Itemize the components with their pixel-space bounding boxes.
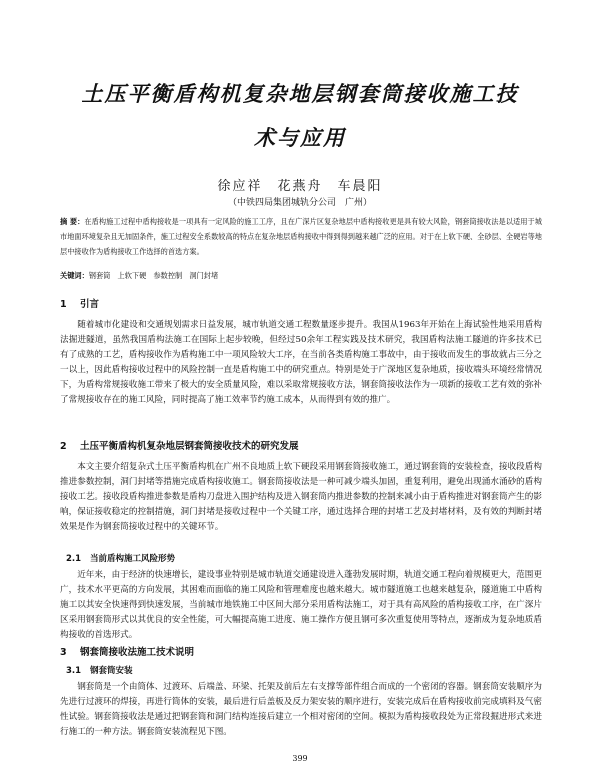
- affiliation: （中铁四局集团城轨分公司 广州）: [227, 198, 372, 208]
- section-number: 2: [60, 441, 67, 452]
- section-2-heading: [60, 438, 299, 452]
- title-line-2: 术与应用: [254, 126, 346, 150]
- paragraph-installation: 钢套筒是一个由筒体、过渡环、后端盖、环梁、托架及前后左右支撑等部件组合而成的一个密闭的容器。钢套筒安装顺序为先进行过渡环的焊接，再进行筒体的安装，最后进行后盖板及反力架安装的顺序进行，安装完成后在盾构接收前完成填料及气密性试验。钢套筒接收法是通过把钢套筒和洞门结构连接后建立一个相对密闭的空间。模拟为盾构接收段处为正常段掘进形式来进行施工的一种方法。钢套筒安装流程见下图。: [60, 682, 542, 737]
- section-title: 当前盾构施工风险形势: [90, 554, 176, 564]
- section-number: 3: [60, 647, 67, 658]
- section-title: 钢套筒安装: [90, 666, 133, 676]
- abstract-text: 在盾构施工过程中盾构接收是一项具有一定风险的施工工序，且在广深片区复杂地层中盾构接收更是具有较大风险，钢套筒接收法是以适用于城市地面环境复杂且无加固条件，施工过程安全系数较高的特点在复杂地层盾构接收中得到得到越来越广泛的应用。对于在上软下硬、全砂层、全硬岩等地层中接收作为盾构接收工作选择的首选方案。: [60, 217, 542, 256]
- section-number: 3.1: [66, 666, 82, 676]
- abstract: [60, 214, 542, 259]
- section-2-1-heading: [66, 552, 175, 564]
- section-3-1-heading: [66, 664, 133, 676]
- section-title: 引言: [80, 299, 100, 310]
- paragraph-intro: 随着城市化建设和交通规划需求日益发展，城市轨道交通工程数量逐步提升。我国从1963年开始在上海试验性地采用盾构法掘进隧道，虽然我国盾构法施工在国际上起步较晚，但经过50余年工程实践及技术研究，我国盾构法施工隧道的许多技术已有了成熟的工艺，盾构接收作为盾构施工中一项风险较大工序，在当前各类盾构施工事故中，由于接收而发生的事故就占三分之一以上，因此盾构接收过程中的风险控制一直是盾构施工中的研究重点。特别是处于广深地区复杂地质，接收端头环境经常情况下，为盾构常规接收施工带来了极大的安全质量风险，难以采取常规接收方法，钢套筒接收法作为一项新的接收工艺有效的弥补了常规接收存在的施工风险，同时提高了施工效率节约施工成本，从而得到有效的推广。: [60, 320, 542, 405]
- keywords-label: 关键词：: [60, 271, 89, 280]
- section-3-heading: [60, 644, 194, 658]
- abstract-label: 摘 要：: [60, 217, 85, 226]
- authors: 徐应祥 花燕舟 车晨阳: [217, 179, 383, 194]
- page-number: 399: [292, 754, 308, 763]
- section-title: 钢套筒接收法施工技术说明: [80, 647, 195, 658]
- title-line-1: 土压平衡盾构机复杂地层钢套筒接收施工技: [81, 82, 519, 106]
- paragraph-research: 本文主要介绍复杂式土压平衡盾构机在广州不良地质上软下硬段采用钢套筒接收施工，通过钢套筒的安装检查，接收段盾构推进参数控制，洞门封堵等措施完成盾构接收施工。钢套筒接收法是一种可减少端头加固，重复利用，避免出现涌水涌砂的盾构接收工艺。接收段盾构推进参数是盾构刀盘进入围护结构及进入钢套筒内推进参数的控制来减小由于盾构推进对钢套筒产生的影响，保证接收稳定的控制措施，洞门封堵是接收过程中一个关键工序，通过选择合理的封堵工艺及封堵材料，及有效的判断封堵效果是作为钢套筒接收过程中的关键环节。: [60, 462, 542, 532]
- section-number: 2.1: [66, 554, 82, 564]
- paragraph-risk: 近年来，由于经济的快速增长，建设事业特别是城市轨道交通建设进入蓬勃发展时期，轨道交通工程向着规模更大，范围更广，技术水平更高的方向发展，其困难而面临的施工风险和管理难度也越来越大。城市隧道施工也越来越复杂，隧道施工中盾构施工以其安全快速得到快速发展，当前城市地铁施工中区间大部分采用盾构法施工，对于具有高风险的盾构接收工序，在广深片区采用钢套筒形式以其优良的安全性能，可大幅提高施工进度、施工操作方便且钢可多次重复使用等特点，逐渐成为复杂地质盾构接收的首选形式。: [60, 570, 542, 640]
- section-1-heading: [60, 296, 99, 310]
- section-number: 1: [60, 299, 67, 310]
- keywords-text: 钢套筒 上软下硬 参数控制 洞门封堵: [88, 271, 219, 280]
- keywords: [60, 270, 542, 282]
- section-title: 土压平衡盾构机复杂地层钢套筒接收技术的研究发展: [80, 441, 299, 452]
